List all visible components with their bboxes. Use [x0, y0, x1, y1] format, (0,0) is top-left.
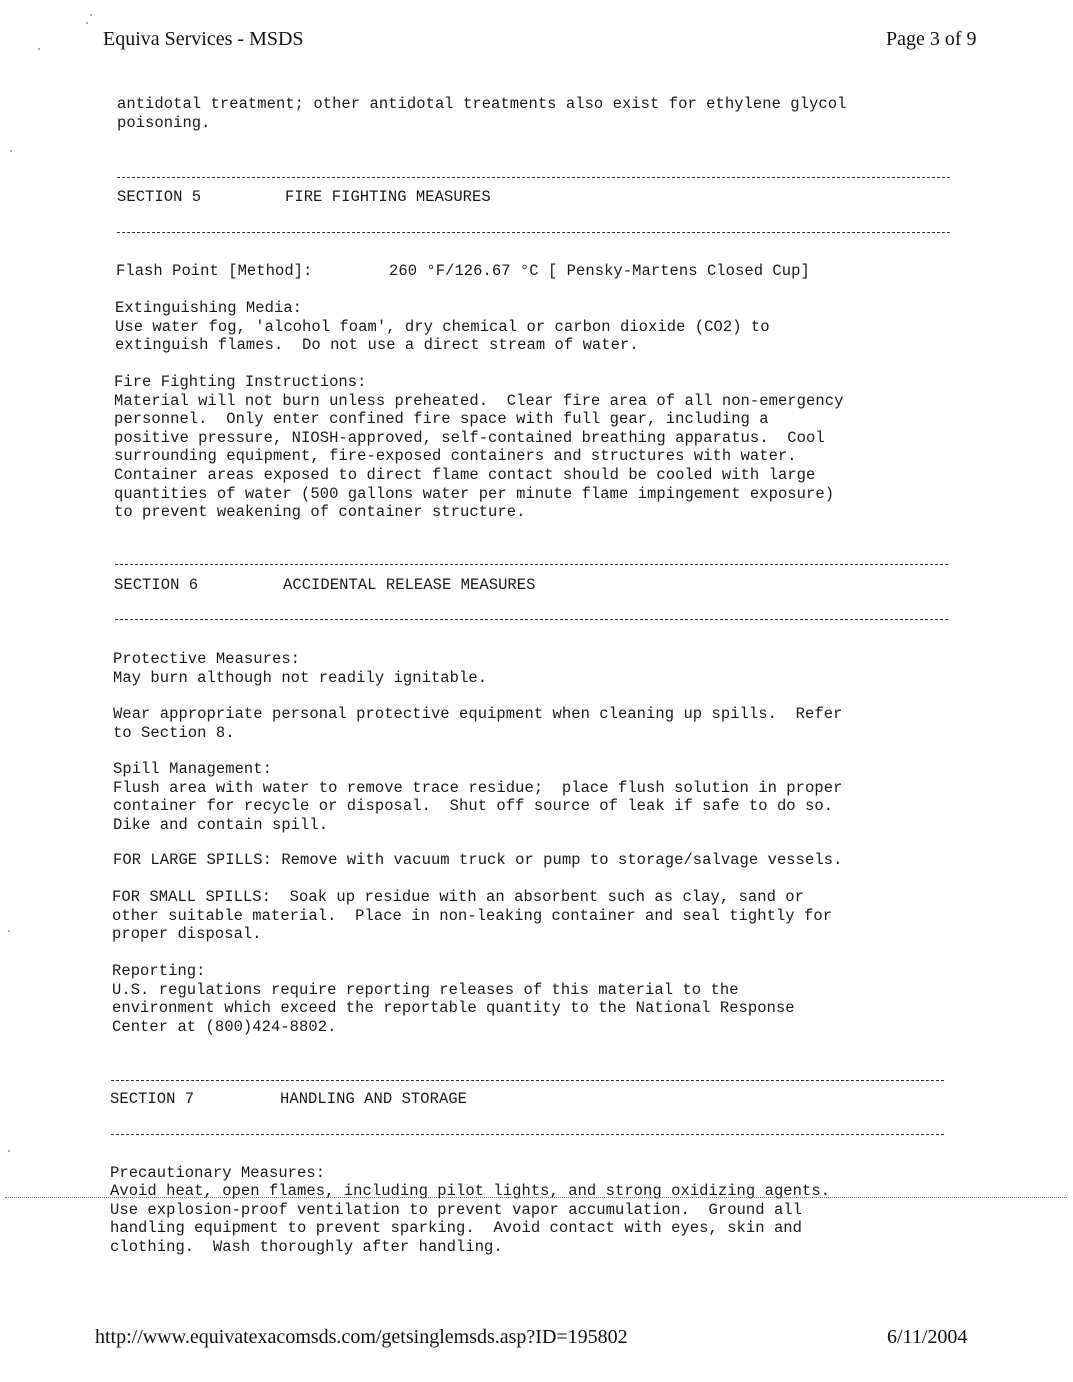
section6-number: SECTION 6: [114, 576, 199, 594]
large-spills: FOR LARGE SPILLS: Remove with vacuum truck or pump to storage/salvage vessels.: [113, 851, 843, 869]
intro-text: antidotal treatment; other antidotal treatments also exist for ethylene glycol poisoning.: [117, 95, 847, 132]
small-spills: FOR SMALL SPILLS: Soak up residue with an absorbent such as clay, sand or other suitable material. Place in non-leaking container and seal tightly for proper disposal.: [112, 888, 833, 944]
scan-artifact-line: [5, 1197, 1067, 1198]
section5-bottom-divider: [117, 232, 950, 233]
fire-fighting-instructions: Fire Fighting Instructions: Material will not burn unless preheated. Clear fire area of all non-emergency personnel. Only enter confined fire space with full gear, including a positive pressure, NIOSH-approved, self-contained breathing apparatus. Cool surrounding equipment, fire-exposed containers and structures with water. Container areas exposed to direct flame contact should be cooled with large quantities of water (500 gallons water per minute flame impingement exposure) to prevent weakening of container structure.: [114, 373, 844, 522]
section6-title: ACCIDENTAL RELEASE MEASURES: [283, 576, 536, 594]
ppe-text: Wear appropriate personal protective equipment when cleaning up spills. Refer to Section 8.: [113, 705, 843, 742]
flash-point-value: 260 °F/126.67 °C [ Pensky-Martens Closed Cup]: [389, 262, 810, 280]
section7-number: SECTION 7: [110, 1090, 195, 1108]
section6-bottom-divider: [115, 619, 948, 620]
section7-top-divider: [111, 1080, 944, 1081]
scan-speck: [38, 48, 40, 50]
reporting: Reporting: U.S. regulations require reporting releases of this material to the environment which exceed the reportable quantity to the National Response Center at (800)424-8802.: [112, 962, 795, 1036]
scan-speck: [8, 1150, 10, 1152]
precautionary-heading: Precautionary Measures:: [110, 1164, 326, 1182]
section7-bottom-divider: [111, 1134, 944, 1135]
scan-speck: [86, 22, 88, 24]
precautionary-text: Avoid heat, open flames, including pilot lights, and strong oxidizing agents. Use explosion-proof ventilation to prevent vapor accumulation. Ground all handling equipment to prevent sparking. Avoid contact with eyes, skin and clothing. Wash thoroughly after handling.: [110, 1182, 831, 1256]
flash-point-label: Flash Point [Method]:: [116, 262, 313, 280]
source-url: http://www.equivatexacomsds.com/getsinglemsds.asp?ID=195802: [95, 1326, 628, 1348]
scan-speck: [10, 150, 12, 152]
document-title: Equiva Services - MSDS: [103, 28, 304, 50]
extinguishing-media: Extinguishing Media: Use water fog, 'alcohol foam', dry chemical or carbon dioxide (CO2) to extinguish flames. Do not use a direct stream of water.: [115, 299, 770, 355]
protective-measures: Protective Measures: May burn although not readily ignitable.: [113, 650, 488, 687]
page-number: Page 3 of 9: [886, 28, 977, 50]
section6-top-divider: [115, 564, 948, 565]
scan-speck: [8, 930, 10, 932]
print-date: 6/11/2004: [887, 1326, 968, 1348]
spill-management: Spill Management: Flush area with water to remove trace residue; place flush solution in proper container for recycle or disposal. Shut off source of leak if safe to do so. Dike and contain spill.: [113, 760, 843, 834]
section5-number: SECTION 5: [117, 188, 202, 206]
section5-title: FIRE FIGHTING MEASURES: [285, 188, 491, 206]
scan-speck: [90, 14, 92, 16]
section7-title: HANDLING AND STORAGE: [280, 1090, 468, 1108]
section5-top-divider: [117, 177, 950, 178]
